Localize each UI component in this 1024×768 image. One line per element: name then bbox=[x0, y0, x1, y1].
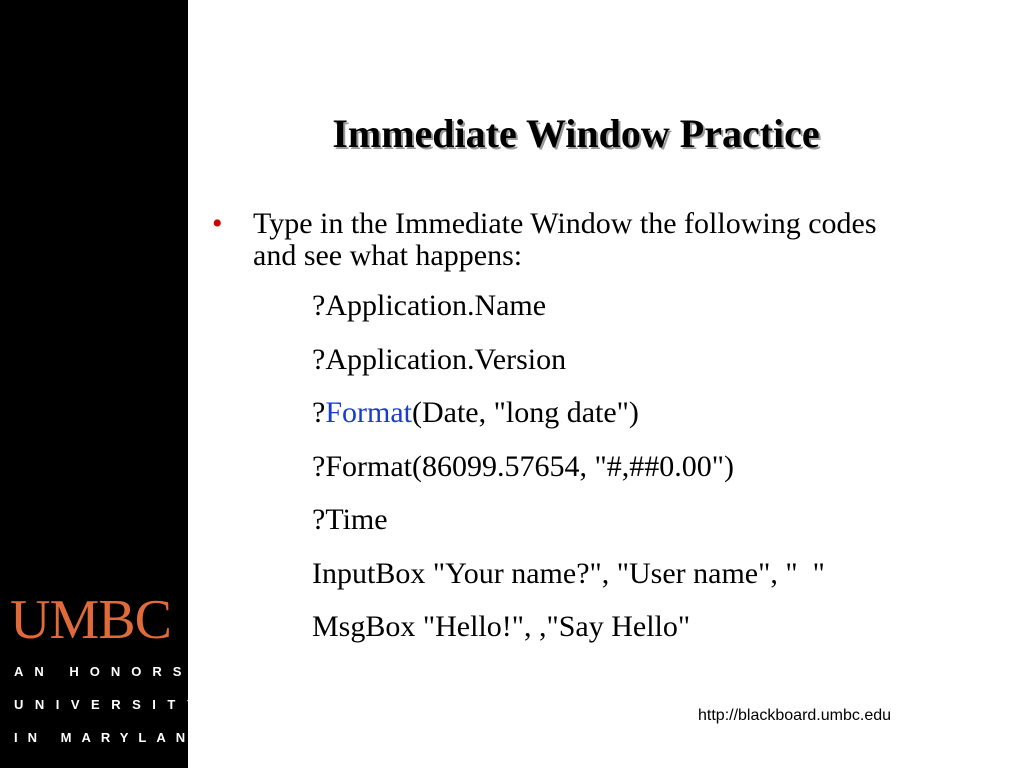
logo-tagline-line-1: AN HONORS bbox=[14, 664, 193, 679]
umbc-logo: UMBC bbox=[10, 589, 171, 651]
bullet-marker: • bbox=[212, 207, 223, 240]
footer-url: http://blackboard.umbc.edu bbox=[698, 707, 892, 724]
code-line-time: ?Time bbox=[312, 503, 388, 536]
format-keyword-link[interactable]: Format bbox=[325, 396, 412, 429]
sidebar bbox=[0, 0, 215, 768]
logo-tagline-line-2: UNIVERSITY bbox=[14, 697, 208, 712]
code-line-format-date bbox=[312, 395, 992, 431]
bullet-text: Type in the Immediate Window the following codes and see what happens: bbox=[253, 207, 877, 272]
code-line-format-number: ?Format(86099.57654, "#,##0.00") bbox=[312, 449, 734, 483]
code-line-application-version: ?Application.Version bbox=[312, 342, 567, 376]
code-prefix: ? bbox=[312, 396, 326, 429]
slide-title: Immediate Window Practice bbox=[332, 111, 820, 156]
code-lines bbox=[312, 288, 992, 663]
logo-tagline-line-3: IN MARYLAND bbox=[14, 730, 215, 745]
code-line-application-name: ?Application.Name bbox=[312, 289, 547, 322]
code-line-inputbox: InputBox "Your name?", "User name", " " bbox=[312, 556, 825, 590]
code-suffix: (Date, "long date") bbox=[412, 396, 639, 429]
code-line-msgbox: MsgBox "Hello!", ,"Say Hello" bbox=[312, 610, 691, 643]
